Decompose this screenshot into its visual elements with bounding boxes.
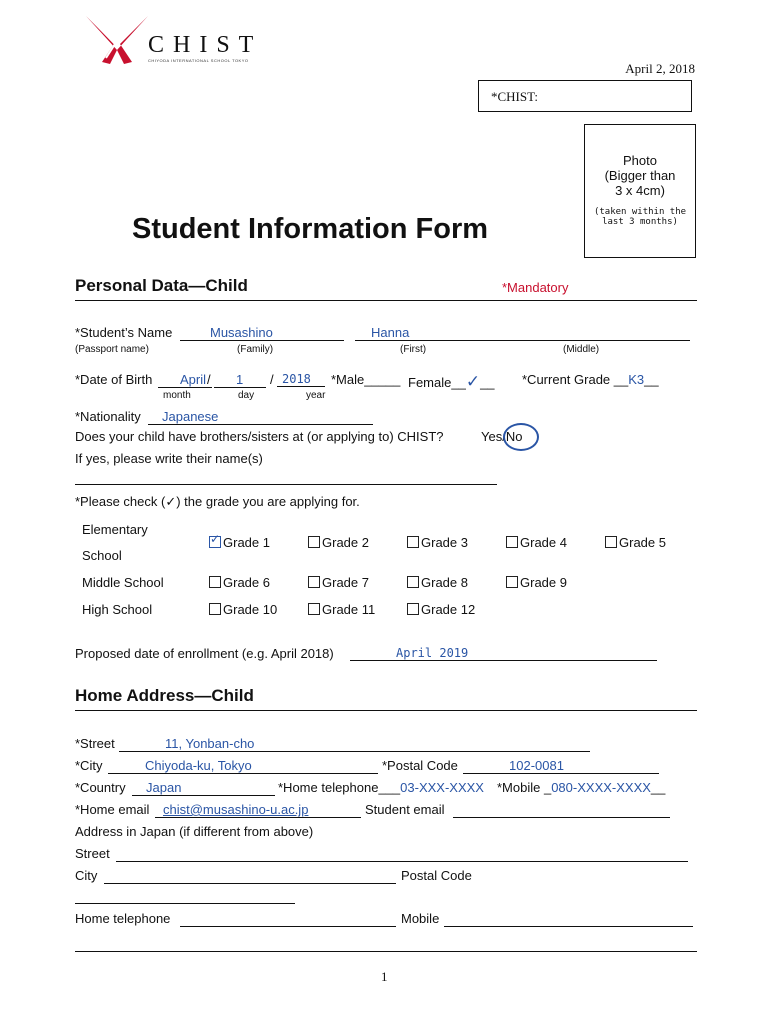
passport-note: (Passport name) [75, 344, 149, 355]
grade-option-label: Grade 10 [223, 602, 278, 617]
city-label: *City [75, 758, 103, 773]
elementary-label-2: School [82, 548, 122, 563]
photo-note-line2: last 3 months) [602, 217, 678, 227]
female-check-icon: ✓ [465, 372, 481, 391]
grade-option-3[interactable] [407, 535, 468, 550]
home-telephone-field[interactable] [278, 780, 484, 795]
photo-box [584, 124, 696, 258]
current-grade-field[interactable]: *Current Grade __K3__ [522, 372, 659, 387]
grade-option-label: Grade 4 [520, 535, 567, 550]
postal-code2-label: Postal Code [401, 868, 472, 883]
high-school-label: High School [82, 602, 153, 617]
grade-option-label: Grade 9 [520, 575, 567, 590]
checkbox-icon [407, 536, 419, 548]
home-address-heading: Home Address—Child [75, 686, 254, 705]
page-number: 1 [381, 969, 388, 984]
city2-label: City [75, 868, 98, 883]
dob-day-field[interactable] [214, 372, 266, 388]
city-field[interactable] [108, 758, 378, 774]
grade-option-4[interactable] [506, 535, 567, 550]
checkbox-icon [209, 576, 221, 588]
home-email-field[interactable] [155, 802, 361, 818]
country-value: Japan [146, 780, 182, 795]
grade-option-6[interactable] [209, 575, 270, 590]
mobile2-field[interactable] [444, 911, 693, 927]
checkbox-icon [407, 576, 419, 588]
dob-year-value: 2018 [282, 372, 311, 386]
checkbox-icon [308, 536, 320, 548]
grade-option-12[interactable] [407, 602, 475, 617]
grade-option-8[interactable] [407, 575, 468, 590]
grade-check-instruction: *Please check (✓) the grade you are applying for. [75, 494, 360, 509]
home-telephone-value: 03-XXX-XXXX [400, 780, 484, 795]
grade-option-label: Grade 11 [322, 602, 376, 617]
mandatory-note: *Mandatory [502, 280, 569, 295]
chist-office-label: *CHIST: [491, 89, 539, 104]
first-caption: (First) [400, 344, 427, 355]
nationality-field[interactable] [148, 409, 373, 425]
checkbox-icon [308, 576, 320, 588]
day-caption: day [238, 390, 255, 401]
grade-option-label: Grade 7 [322, 575, 369, 590]
month-caption: month [163, 390, 191, 401]
grade-option-9[interactable] [506, 575, 567, 590]
current-grade-label: *Current Grade __ [522, 372, 629, 387]
grade-option-label: Grade 12 [421, 602, 476, 617]
country-field[interactable] [132, 780, 275, 796]
logo-text: CHIST [148, 32, 263, 58]
nationality-label: *Nationality [75, 409, 141, 424]
student-email-label: Student email [365, 802, 445, 817]
postal-code-label: *Postal Code [382, 758, 458, 773]
school-logo [84, 14, 263, 69]
siblings-no-circle [503, 423, 539, 451]
grade-option-label: Grade 3 [421, 535, 468, 550]
grade-option-label: Grade 5 [619, 535, 666, 550]
dob-month-field[interactable] [158, 372, 212, 388]
street-value: 11, Yonban-cho [165, 736, 255, 751]
mobile-value: 080-XXXX-XXXX [551, 780, 651, 795]
photo-size-line2: 3 x 4cm) [615, 183, 665, 198]
middle-school-label: Middle School [82, 575, 164, 590]
grade-option-label: Grade 1 [223, 535, 270, 550]
personal-data-heading: Personal Data—Child [75, 276, 248, 295]
family-name-value: Musashino [210, 325, 273, 340]
family-caption: (Family) [237, 344, 274, 355]
postal-code2-line[interactable] [75, 903, 295, 904]
family-name-field[interactable] [180, 325, 344, 341]
butterfly-logo-icon [84, 14, 150, 66]
grade-option-7[interactable] [308, 575, 369, 590]
checkbox-checked-icon [209, 536, 221, 548]
dob-label: *Date of Birth [75, 372, 153, 387]
enrollment-label: Proposed date of enrollment (e.g. April 2018) [75, 646, 334, 661]
street-label: *Street [75, 736, 115, 751]
grade-option-5[interactable] [605, 535, 666, 550]
photo-size-line1: (Bigger than [604, 168, 676, 183]
female-label: Female__ [408, 375, 466, 390]
male-option[interactable]: *Male_____ [331, 372, 401, 387]
checkbox-icon [506, 576, 518, 588]
grade-option-2[interactable] [308, 535, 369, 550]
student-name-label: *Student’s Name [75, 325, 173, 340]
first-name-field[interactable] [355, 325, 690, 341]
street2-field[interactable] [116, 846, 688, 862]
city-value: Chiyoda-ku, Tokyo [145, 758, 252, 773]
mobile-label: *Mobile _ [497, 780, 552, 795]
year-caption: year [306, 390, 326, 401]
country-label: *Country [75, 780, 126, 795]
dob-day-value: 1 [236, 372, 244, 387]
checkbox-icon [506, 536, 518, 548]
postal-code-field[interactable] [463, 758, 659, 774]
current-grade-value: K3 [628, 372, 645, 387]
form-date: April 2, 2018 [625, 61, 695, 76]
mobile-field[interactable]: *Mobile _080-XXXX-XXXX__ [497, 780, 666, 795]
siblings-names-label: If yes, please write their name(s) [75, 451, 263, 466]
dob-sep-2: / [270, 372, 274, 387]
elementary-label-1: Elementary [82, 522, 148, 537]
siblings-names-line[interactable] [75, 484, 497, 485]
street-field[interactable] [119, 736, 590, 752]
nationality-value: Japanese [162, 409, 219, 424]
japan-address-label: Address in Japan (if different from above) [75, 824, 314, 839]
grade-option-label: Grade 8 [421, 575, 468, 590]
first-name-value: Hanna [371, 325, 410, 340]
middle-caption: (Middle) [563, 344, 600, 355]
grade-option-label: Grade 6 [223, 575, 270, 590]
postal-code-value: 102-0081 [509, 758, 564, 773]
footer-divider [75, 951, 697, 952]
chist-office-box [478, 80, 692, 112]
section-divider [75, 710, 697, 711]
home-telephone-label: *Home telephone___ [278, 780, 401, 795]
logo-subtext: CHIYODA INTERNATIONAL SCHOOL TOKYO [148, 58, 249, 63]
checkbox-icon [209, 603, 221, 615]
siblings-answer[interactable]: Yes/No [481, 429, 523, 444]
checkbox-icon [407, 603, 419, 615]
dob-month-value: April [180, 372, 207, 387]
photo-note-line1: (taken within the [593, 207, 687, 217]
city2-field[interactable] [104, 868, 396, 884]
female-option[interactable]: Female__✓__ [408, 372, 495, 391]
checkbox-icon [308, 603, 320, 615]
home-telephone2-label: Home telephone [75, 911, 171, 926]
home-email-value: chist@musashino-u.ac.jp [163, 802, 309, 817]
siblings-question: Does your child have brothers/sisters at (or applying to) CHIST? [75, 429, 444, 444]
form-title: Student Information Form [132, 213, 489, 245]
photo-label: Photo [623, 153, 657, 168]
street2-label: Street [75, 846, 110, 861]
grade-option-1[interactable] [209, 535, 270, 550]
home-email-label: *Home email [75, 802, 150, 817]
grade-option-10[interactable] [209, 602, 277, 617]
student-email-field[interactable] [453, 802, 670, 818]
grade-option-label: Grade 2 [322, 535, 369, 550]
checkbox-icon [605, 536, 617, 548]
section-divider [75, 300, 697, 301]
grade-option-11[interactable] [308, 602, 375, 617]
enrollment-value: April 2019 [396, 646, 469, 660]
dob-sep-1: / [207, 372, 211, 387]
home-telephone2-field[interactable] [180, 911, 396, 927]
mobile2-label: Mobile [401, 911, 440, 926]
enrollment-field[interactable] [350, 646, 657, 661]
dob-year-field[interactable] [277, 372, 325, 387]
